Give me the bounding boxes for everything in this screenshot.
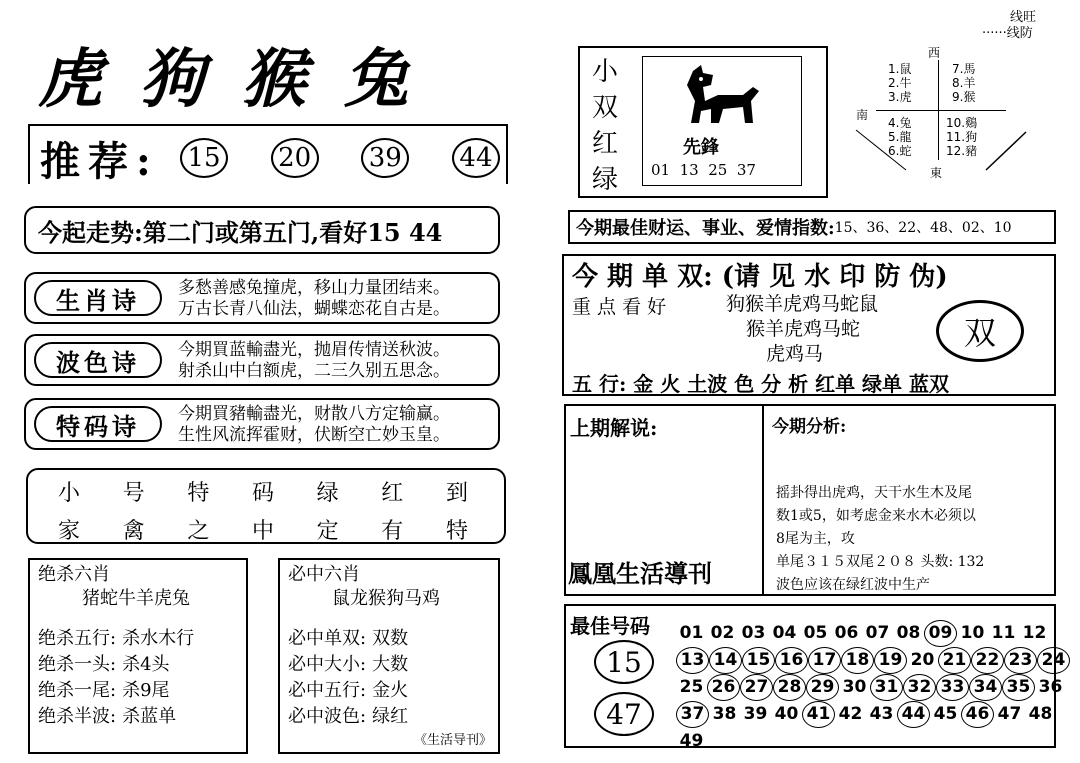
compass-item: 8.羊 xyxy=(952,76,976,90)
grid-row xyxy=(676,728,1070,754)
trend-box xyxy=(24,206,500,254)
grid-number: 03 xyxy=(741,623,766,643)
best-number-2: 47 xyxy=(594,692,654,736)
kill-item xyxy=(38,704,194,730)
slogan-char: 码 xyxy=(251,481,274,506)
compass-item: 12.豬 xyxy=(946,144,978,158)
analysis-line: 摇卦得出虎鸡，天干水生木及尾 xyxy=(776,485,972,501)
poem-lines xyxy=(178,278,450,320)
grid-row xyxy=(676,620,1070,647)
slogan-row-1 xyxy=(58,476,468,507)
poem-box xyxy=(24,398,500,450)
kill-items xyxy=(38,626,194,730)
poem-line: 今期買蓝輸盡光，抛眉传情送秋波。 xyxy=(178,340,450,360)
vertical-char: 红 xyxy=(592,129,619,159)
slogan-char: 号 xyxy=(122,481,145,506)
grid-number: 37 xyxy=(676,701,709,728)
grid-number: 11 xyxy=(991,623,1016,643)
must-item-label: 必中五行: xyxy=(288,680,367,701)
slogan-row-2 xyxy=(58,514,468,545)
must-item xyxy=(288,652,408,678)
grid-number: 43 xyxy=(869,704,894,724)
grid-number: 13 xyxy=(676,647,709,674)
grid-number: 44 xyxy=(897,701,930,728)
must-item-value: 金火 xyxy=(372,680,409,701)
grid-number: 29 xyxy=(806,674,839,701)
kill-item-label: 绝杀一尾: xyxy=(38,680,117,701)
compass-west: 西 xyxy=(928,46,941,60)
must-item-label: 必中单双: xyxy=(288,628,367,649)
grid-number: 45 xyxy=(933,704,958,724)
grid-number: 27 xyxy=(740,674,773,701)
vertical-text xyxy=(592,54,618,198)
recommend-number: 20 xyxy=(271,138,319,178)
pioneer-box xyxy=(578,46,828,198)
slogan-char: 红 xyxy=(381,481,404,506)
this-label: 今期分析: xyxy=(772,417,847,437)
grid-number: 04 xyxy=(772,623,797,643)
slogan-char: 有 xyxy=(381,519,404,544)
best-number-1: 15 xyxy=(594,640,654,684)
must-item-value: 大数 xyxy=(372,654,409,675)
grid-number: 46 xyxy=(961,701,994,728)
poem-box xyxy=(24,272,500,324)
grid-number: 23 xyxy=(1004,647,1037,674)
grid-number: 26 xyxy=(707,674,740,701)
oddeven-line: 虎鸡马 xyxy=(766,343,824,365)
grid-number: 39 xyxy=(743,704,768,724)
kill-item-value: 杀蓝单 xyxy=(122,706,177,727)
recommend-label: 推荐: xyxy=(40,138,159,185)
grid-number: 33 xyxy=(936,674,969,701)
best-label: 最佳号码 xyxy=(570,614,650,638)
oddeven-lines xyxy=(726,292,878,367)
analysis-line: 8尾为主，攻 xyxy=(776,531,855,547)
grid-number: 25 xyxy=(679,677,704,697)
fortune-box xyxy=(568,210,1056,244)
grid-number: 12 xyxy=(1022,623,1047,643)
poem-lines xyxy=(178,340,450,382)
poem-line: 射杀山中白额虎，二三久别五思念。 xyxy=(178,361,450,381)
grid-number: 28 xyxy=(773,674,806,701)
legend-guard: ······线防 xyxy=(982,26,1033,41)
oddeven-box xyxy=(562,254,1056,396)
must-item-label: 必中大小: xyxy=(288,654,367,675)
slogan-char: 绿 xyxy=(316,481,339,506)
oddeven-focus: 重 点 看 好 xyxy=(572,296,667,318)
oddeven-title: 今 期 单 双: (请 见 水 印 防 伪) xyxy=(572,262,948,292)
compass-diagram xyxy=(846,40,1036,180)
last-label: 上期解说: xyxy=(570,416,658,440)
kill-item-label: 绝杀一头: xyxy=(38,654,117,675)
kill-item xyxy=(38,652,194,678)
grid-number: 31 xyxy=(870,674,903,701)
must-item xyxy=(288,678,408,704)
compass-item: 11.狗 xyxy=(946,130,978,144)
grid-number: 18 xyxy=(841,647,874,674)
poem-tag: 特码诗 xyxy=(34,406,162,442)
pioneer-numbers: 01 13 25 37 xyxy=(651,161,756,179)
slogan-char: 禽 xyxy=(122,519,145,544)
recommend-numbers xyxy=(180,138,500,178)
analysis-line: 数1或5，如考虑金来水木必须以 xyxy=(776,508,976,524)
pioneer-label: 先鋒 xyxy=(683,137,719,158)
compass-diagonal xyxy=(846,40,1036,180)
kill-item-value: 杀9尾 xyxy=(122,680,170,701)
oddeven-badge: 双 xyxy=(936,300,1024,362)
poem-tag: 生肖诗 xyxy=(34,280,162,316)
kill-item-label: 绝杀半波: xyxy=(38,706,117,727)
grid-number: 40 xyxy=(774,704,799,724)
slogan-char: 到 xyxy=(445,481,468,506)
must-item-value: 双数 xyxy=(372,628,409,649)
grid-number: 07 xyxy=(865,623,890,643)
must-items xyxy=(288,626,408,730)
slogan-char: 小 xyxy=(58,481,81,506)
grid-number: 06 xyxy=(834,623,859,643)
kill-box xyxy=(28,558,248,754)
oddeven-line: 猴羊虎鸡马蛇 xyxy=(746,318,861,340)
vertical-char: 双 xyxy=(592,93,619,123)
analysis-divider xyxy=(762,406,764,594)
must-item-value: 绿红 xyxy=(372,706,409,727)
main-title: 虎狗猴兔 xyxy=(38,42,446,117)
slogan-char: 家 xyxy=(58,519,81,544)
grid-row xyxy=(676,674,1070,701)
kill-item-value: 杀4头 xyxy=(122,654,170,675)
slogan-char: 定 xyxy=(316,519,339,544)
kill-item-label: 绝杀五行: xyxy=(38,628,117,649)
must-box xyxy=(278,558,500,754)
grid-number: 22 xyxy=(971,647,1004,674)
kill-animals: 猪蛇牛羊虎兔 xyxy=(82,588,190,609)
must-item-label: 必中波色: xyxy=(288,706,367,727)
poem-lines xyxy=(178,404,450,446)
grid-number: 38 xyxy=(712,704,737,724)
slogan-char: 特 xyxy=(445,519,468,544)
grid-number: 16 xyxy=(775,647,808,674)
slogan-box xyxy=(26,468,506,544)
grid-number: 42 xyxy=(838,704,863,724)
poem-line: 多愁善感兔撞虎，移山力量团结来。 xyxy=(178,278,450,298)
grid-row xyxy=(676,701,1070,728)
grid-number: 10 xyxy=(960,623,985,643)
fortune-values: 15、36、22、48、02、10 xyxy=(834,220,1012,236)
compass-south: 南 xyxy=(856,108,869,122)
legend-hot: 线旺 xyxy=(1010,10,1037,25)
poem-tag: 波色诗 xyxy=(34,342,162,378)
grid-number: 34 xyxy=(969,674,1002,701)
compass-item: 1.鼠 xyxy=(888,62,912,76)
grid-number: 30 xyxy=(842,677,867,697)
trend-text: 今起走势:第二门或第五门,看好15 44 xyxy=(38,217,443,247)
pioneer-inner xyxy=(642,56,802,186)
grid-number: 09 xyxy=(924,620,957,647)
poem-line: 生性风流挥霍财，伏断空亡妙玉皇。 xyxy=(178,425,450,445)
grid-number: 24 xyxy=(1037,647,1070,674)
compass-item: 5.龍 xyxy=(888,130,912,144)
compass-item: 2.牛 xyxy=(888,76,912,90)
grid-number: 41 xyxy=(802,701,835,728)
brand-label: 鳳凰生活導刊 xyxy=(568,559,712,588)
grid-number: 05 xyxy=(803,623,828,643)
kill-item xyxy=(38,626,194,652)
compass-east: 東 xyxy=(930,166,943,180)
vertical-char: 小 xyxy=(592,57,619,87)
recommend-number: 44 xyxy=(452,138,500,178)
grid-number: 49 xyxy=(679,731,704,751)
grid-number: 14 xyxy=(709,647,742,674)
recommend-box xyxy=(28,124,508,184)
grid-number: 32 xyxy=(903,674,936,701)
compass-item: 10.鷄 xyxy=(946,116,978,130)
oddeven-wuxing: 五 行: 金 火 土波 色 分 析 红单 绿单 蓝双 xyxy=(572,372,950,396)
recommend-number: 15 xyxy=(180,138,228,178)
slogan-char: 特 xyxy=(187,481,210,506)
legend-guard-label: 线防 xyxy=(1006,26,1033,41)
poem-line: 万古长青八仙法，蝴蝶恋花自古是。 xyxy=(178,299,450,319)
grid-number: 36 xyxy=(1038,677,1063,697)
grid-number: 47 xyxy=(997,704,1022,724)
grid-number: 19 xyxy=(874,647,907,674)
grid-number: 20 xyxy=(910,650,935,670)
must-animals: 鼠龙猴狗马鸡 xyxy=(332,588,440,609)
grid-number: 02 xyxy=(710,623,735,643)
must-item xyxy=(288,626,408,652)
grid-number: 01 xyxy=(679,623,704,643)
vertical-char: 绿 xyxy=(592,165,619,195)
dog-icon xyxy=(673,61,773,131)
compass-item: 3.虎 xyxy=(888,90,912,104)
slogan-char: 中 xyxy=(251,519,274,544)
compass-item: 4.兔 xyxy=(888,116,912,130)
analysis-box xyxy=(564,404,1056,596)
grid-number: 21 xyxy=(938,647,971,674)
kill-item xyxy=(38,678,194,704)
grid-number: 48 xyxy=(1028,704,1053,724)
recommend-number: 39 xyxy=(361,138,409,178)
kill-title: 绝杀六肖 xyxy=(38,564,110,585)
best-box xyxy=(564,604,1066,751)
grid-number: 35 xyxy=(1002,674,1035,701)
analysis-line: 单尾３１５双尾２０８ 头数: 132 xyxy=(776,554,985,570)
compass-item: 9.猴 xyxy=(952,90,976,104)
compass-item: 6.蛇 xyxy=(888,144,912,158)
kill-item-value: 杀水木行 xyxy=(122,628,195,649)
grid-number: 08 xyxy=(896,623,921,643)
poem-box xyxy=(24,334,500,386)
compass-item: 7.馬 xyxy=(952,62,976,76)
oddeven-line: 狗猴羊虎鸡马蛇鼠 xyxy=(726,293,879,315)
poem-line: 今期買豬輸盡光，财散八方定输赢。 xyxy=(178,404,450,424)
must-title: 必中六肖 xyxy=(288,564,360,585)
grid-number: 17 xyxy=(808,647,841,674)
fortune-label: 今期最佳财运、事业、爱情指数: xyxy=(576,218,835,239)
must-item xyxy=(288,704,408,730)
analysis-line: 波色应该在绿红波中生产 xyxy=(776,577,930,593)
number-grid xyxy=(676,620,1070,754)
grid-number: 15 xyxy=(742,647,775,674)
grid-row xyxy=(676,647,1070,674)
source-label: 《生活导刊》 xyxy=(413,733,492,748)
slogan-char: 之 xyxy=(187,519,210,544)
analysis-text xyxy=(776,482,984,597)
